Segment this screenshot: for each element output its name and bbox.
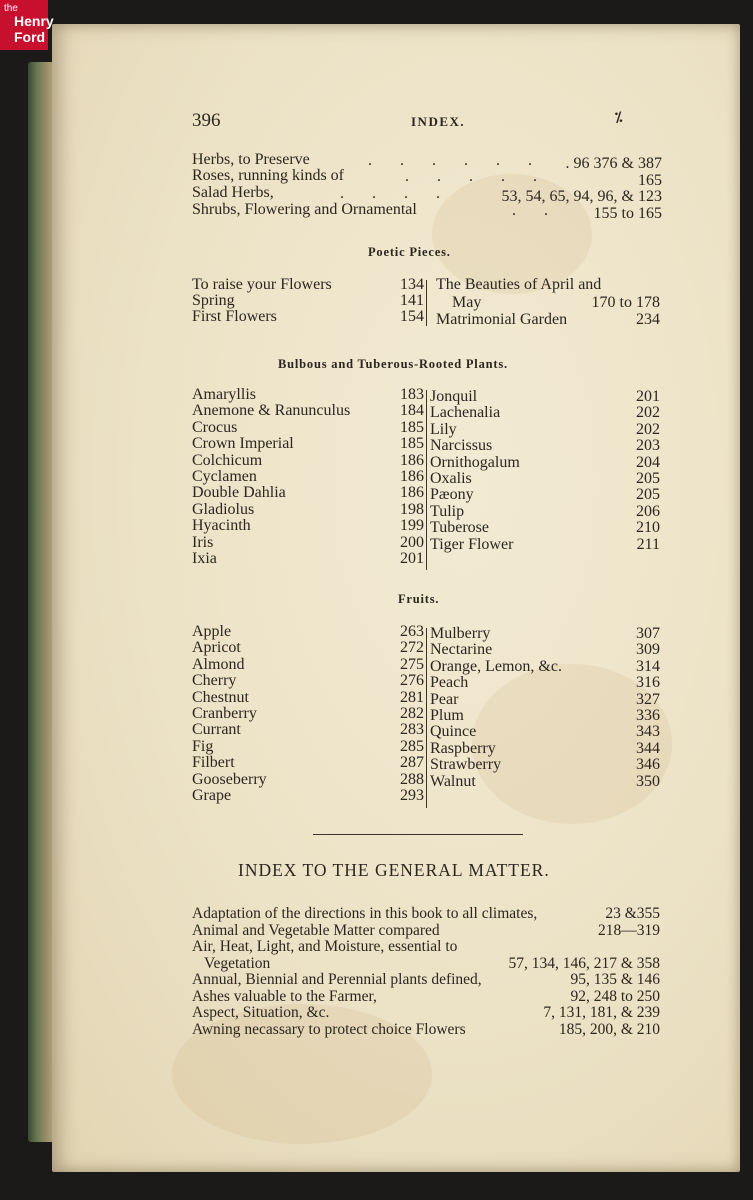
general-entry-text: Awning necassary to protect choice Flowers — [192, 1020, 466, 1038]
entry-name: Mulberry — [430, 625, 491, 642]
entry-name: Colchicum — [192, 451, 263, 469]
entry-page: 198 — [400, 500, 424, 518]
entry-name: Tulip — [430, 502, 465, 520]
entry-name: Cherry — [192, 672, 237, 690]
entry-name: Nectarine — [430, 641, 493, 659]
entry-page: 199 — [400, 517, 424, 535]
general-entry-pages: 92, 248 to 250 — [570, 987, 660, 1005]
entry-name: Lily — [430, 420, 457, 438]
entry-name: Tuberose — [430, 519, 489, 537]
henry-ford-logo — [0, 0, 54, 50]
general-entry-pages: 57, 134, 146, 217 & 358 — [508, 954, 660, 972]
section-rule — [313, 834, 523, 835]
entry-page: 184 — [400, 402, 424, 420]
entry-name: Pæony — [430, 486, 474, 504]
entry-page: 201 — [400, 550, 424, 567]
entry-name: Spring — [192, 292, 235, 309]
entry-name: Amaryllis — [192, 386, 256, 403]
entry-page: 307 — [636, 625, 660, 642]
entry-page: 344 — [636, 739, 660, 757]
entry-name: Currant — [192, 721, 241, 739]
entry-name: Filbert — [192, 754, 235, 772]
entry-name: Narcissus — [430, 437, 493, 455]
entry-page: 186 — [400, 451, 424, 469]
general-entry-pages: 7, 131, 181, & 239 — [543, 1004, 660, 1021]
entry-name: Gladiolus — [192, 500, 255, 518]
section-heading-fruits: Fruits. — [398, 592, 440, 606]
logo-line: the — [4, 3, 18, 14]
dot-leaders: . . . . — [340, 185, 452, 202]
entry-name: Fig — [192, 737, 214, 755]
entry-name: Anemone & Ranunculus — [192, 402, 351, 420]
page-number: 396 — [192, 110, 221, 131]
entry-page: 202 — [636, 404, 660, 422]
entry-page: 134 — [400, 276, 424, 293]
column-divider — [426, 628, 427, 808]
entry-name: Strawberry — [430, 756, 502, 774]
entry-page: 350 — [636, 772, 660, 790]
column-divider — [426, 280, 427, 326]
entry-page: 204 — [636, 453, 660, 471]
entry-name: Quince — [430, 723, 477, 741]
entry-name: Cyclamen — [192, 468, 257, 485]
entry-page: 309 — [636, 641, 660, 659]
entry-page: 287 — [400, 754, 424, 772]
entry-page: 186 — [400, 468, 424, 485]
general-entry-pages: 185, 200, & 210 — [558, 1020, 660, 1038]
entry-name: Tiger Flower — [430, 535, 514, 553]
running-head: INDEX. — [411, 114, 466, 129]
index-entry-pages: 165 — [638, 172, 662, 189]
entry-name: Iris — [192, 533, 214, 551]
entry-name: Almond — [192, 655, 245, 673]
entry-page: 141 — [400, 292, 424, 309]
entry-page: 293 — [400, 787, 424, 804]
entry-page: 281 — [400, 688, 424, 706]
entry-page: 285 — [400, 737, 424, 755]
entry-page: 183 — [400, 386, 424, 403]
general-entry-text: Animal and Vegetable Matter compared — [192, 921, 440, 939]
entry-name: Jonquil — [430, 388, 478, 405]
index-entry-name: Herbs, to Preserve — [192, 151, 310, 168]
entry-name: Hyacinth — [192, 517, 251, 535]
general-entry-text: Aspect, Situation, &c. — [192, 1004, 330, 1021]
entry-name: Chestnut — [192, 688, 249, 706]
general-entry-pages: 95, 135 & 146 — [570, 971, 660, 988]
entry-name: Pear — [430, 690, 459, 708]
entry-page: 205 — [636, 486, 660, 504]
index-entry-name: Shrubs, Flowering and Ornamental — [192, 201, 417, 218]
entry-page: 346 — [636, 756, 660, 774]
entry-name: Apple — [192, 623, 232, 640]
logo-line: Ford — [14, 29, 46, 45]
general-entry-pages: 218—319 — [598, 921, 660, 939]
entry-page: 282 — [400, 705, 424, 722]
general-entry-text: Adaptation of the directions in this book to all climates, — [192, 905, 538, 922]
entry-name: Ornithogalum — [430, 453, 520, 471]
entry-name: Peach — [430, 674, 469, 692]
general-entry-text: Annual, Biennial and Perennial plants defined, — [192, 971, 482, 988]
entry-name: Orange, Lemon, &c. — [430, 657, 562, 675]
entry-name: First Flowers — [192, 308, 277, 325]
entry-name: Lachenalia — [430, 404, 501, 422]
index-entry-name: Salad Herbs, — [192, 184, 274, 201]
entry-page: 275 — [400, 655, 424, 673]
entry-page: 201 — [636, 388, 660, 405]
entry-name: Oxalis — [430, 470, 472, 487]
entry-page: 234 — [636, 311, 660, 328]
logo-line: Henry — [14, 13, 54, 29]
entry-name: Ixia — [192, 550, 217, 567]
entry-page: 185 — [400, 435, 424, 453]
entry-name: Cranberry — [192, 705, 257, 722]
entry-page: 210 — [636, 519, 660, 537]
corner-mark: ⁒ — [615, 111, 623, 126]
entry-page: 336 — [636, 707, 660, 724]
entry-page: 170 to 178 — [591, 294, 660, 311]
column-divider — [426, 390, 427, 570]
section-heading-poetic: Poetic Pieces. — [368, 245, 451, 259]
index-entry-pages: . 96 376 & 387 — [565, 155, 662, 172]
entry-name: Double Dahlia — [192, 484, 286, 502]
entry-page: 185 — [400, 418, 424, 436]
entry-page: 263 — [400, 623, 424, 640]
general-entry-text: Vegetation — [204, 954, 271, 972]
entry-name: Crown Imperial — [192, 435, 294, 453]
section-heading-bulbous: Bulbous and Tuberous-Rooted Plants. — [278, 357, 508, 371]
entry-name: Grape — [192, 787, 232, 804]
entry-name: Walnut — [430, 772, 476, 790]
entry-page: 272 — [400, 639, 424, 657]
entry-name: The Beauties of April and — [436, 276, 602, 293]
entry-page: 211 — [636, 535, 660, 553]
index-entry-name: Roses, running kinds of — [192, 167, 344, 184]
entry-name: Raspberry — [430, 739, 496, 757]
index-entry-pages: 53, 54, 65, 94, 96, & 123 — [501, 188, 662, 205]
entry-page: 186 — [400, 484, 424, 502]
entry-name: Matrimonial Garden — [436, 311, 568, 328]
entry-page: 314 — [636, 657, 660, 675]
entry-page: 276 — [400, 672, 424, 690]
entry-page: 327 — [636, 690, 660, 708]
entry-page: 200 — [400, 533, 424, 551]
dot-leaders: . . . . . — [405, 168, 549, 185]
general-index-heading: INDEX TO THE GENERAL MATTER. — [238, 860, 550, 880]
entry-name: To raise your Flowers — [192, 276, 332, 293]
entry-page: 202 — [636, 420, 660, 438]
entry-page: 206 — [636, 502, 660, 520]
general-entry-text: Ashes valuable to the Farmer, — [192, 987, 377, 1005]
dot-leaders: . . . . . . — [368, 152, 544, 169]
entry-page: 283 — [400, 721, 424, 739]
general-entry-text: Air, Heat, Light, and Moisture, essential to — [192, 938, 458, 955]
entry-page: 316 — [636, 674, 660, 692]
entry-name: May — [452, 294, 482, 311]
index-entry-pages: 155 to 165 — [593, 205, 662, 222]
entry-page: 343 — [636, 723, 660, 741]
dot-leaders: . . — [512, 202, 560, 219]
entry-name: Crocus — [192, 418, 238, 436]
entry-name: Apricot — [192, 639, 241, 657]
entry-page: 288 — [400, 770, 424, 788]
entry-name: Gooseberry — [192, 770, 267, 788]
entry-name: Plum — [430, 707, 464, 724]
entry-page: 203 — [636, 437, 660, 455]
entry-page: 205 — [636, 470, 660, 487]
general-entry-pages: 23 &355 — [605, 905, 660, 922]
entry-page: 154 — [400, 308, 424, 325]
